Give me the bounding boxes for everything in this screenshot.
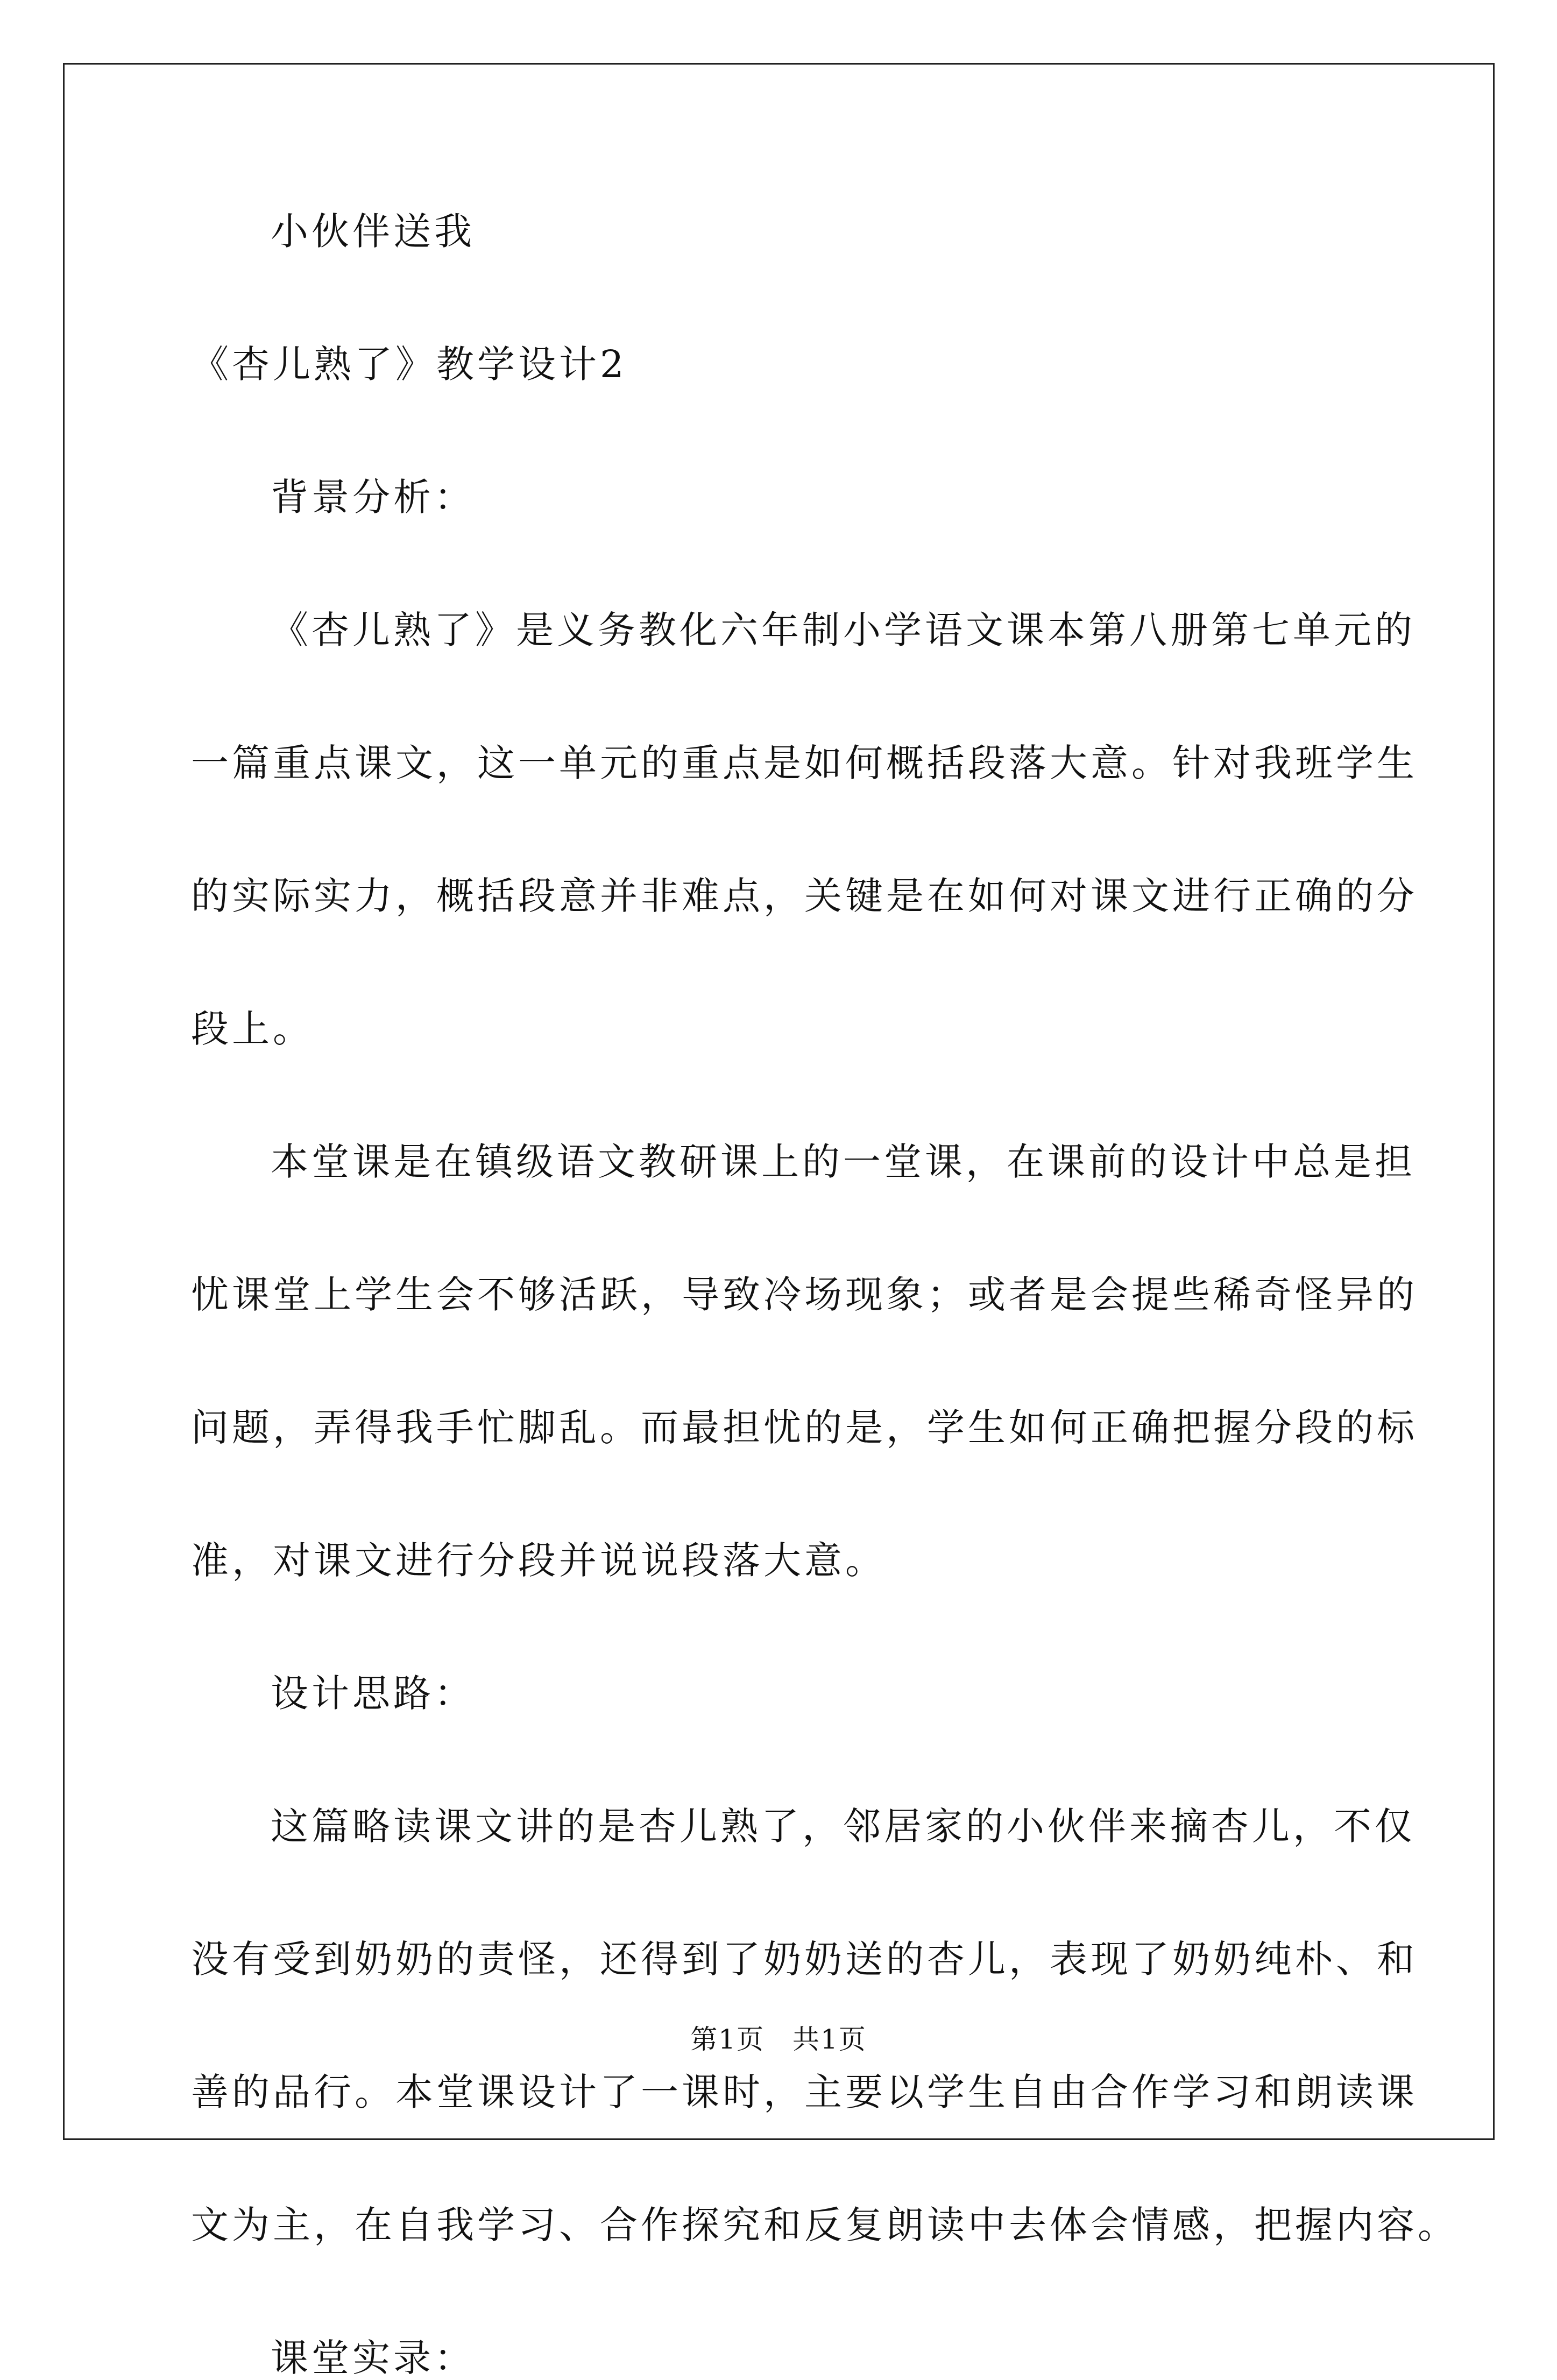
paragraph-line: 本堂课是在镇级语文教研课上的一堂课，在课前的设计中总是担 [271,1140,1416,1184]
paragraph-line: 忧课堂上学生会不够活跃，导致冷场现象；或者是会提些稀奇怪异的 [191,1273,1418,1317]
paragraph-line: 准，对课文进行分段并说说段落大意。 [191,1538,886,1583]
paragraph-line: 善的品行。本堂课设计了一课时，主要以学生自由合作学习和朗读课 [191,2070,1418,2114]
section-heading-design: 设计思路： [271,1671,475,1715]
paragraph-line: 这篇略读课文讲的是杏儿熟了，邻居家的小伙伴来摘杏儿，不仅 [271,1804,1416,1848]
text-line: 小伙伴送我 [271,209,475,253]
section-heading-background: 背景分析： [271,475,475,519]
paragraph-line: 《杏儿熟了》是义务教化六年制小学语文课本第八册第七单元的 [271,608,1416,652]
document-title: 《杏儿熟了》教学设计2 [191,342,627,386]
paragraph-line: 问题，弄得我手忙脚乱。而最担忧的是，学生如何正确把握分段的标 [191,1406,1418,1450]
section-heading-record: 课堂实录： [271,2336,475,2380]
paragraph-line: 的实际实力，概括段意并非难点，关键是在如何对课文进行正确的分 [191,874,1418,918]
paragraph-line: 文为主，在自我学习、合作探究和反复朗读中去体会情感，把握内容。 [191,2203,1459,2247]
paragraph-background-2 [191,1140,1418,1583]
paragraph-line: 一篇重点课文，这一单元的重点是如何概括段落大意。针对我班学生 [191,741,1418,785]
paragraph-line: 没有受到奶奶的责怪，还得到了奶奶送的杏儿，表现了奶奶纯朴、和 [191,1937,1418,1981]
paragraph-line: 段上。 [191,1007,314,1051]
paragraph-background-1 [191,608,1418,1051]
page-number: 第1页 共1页 [690,2024,867,2055]
